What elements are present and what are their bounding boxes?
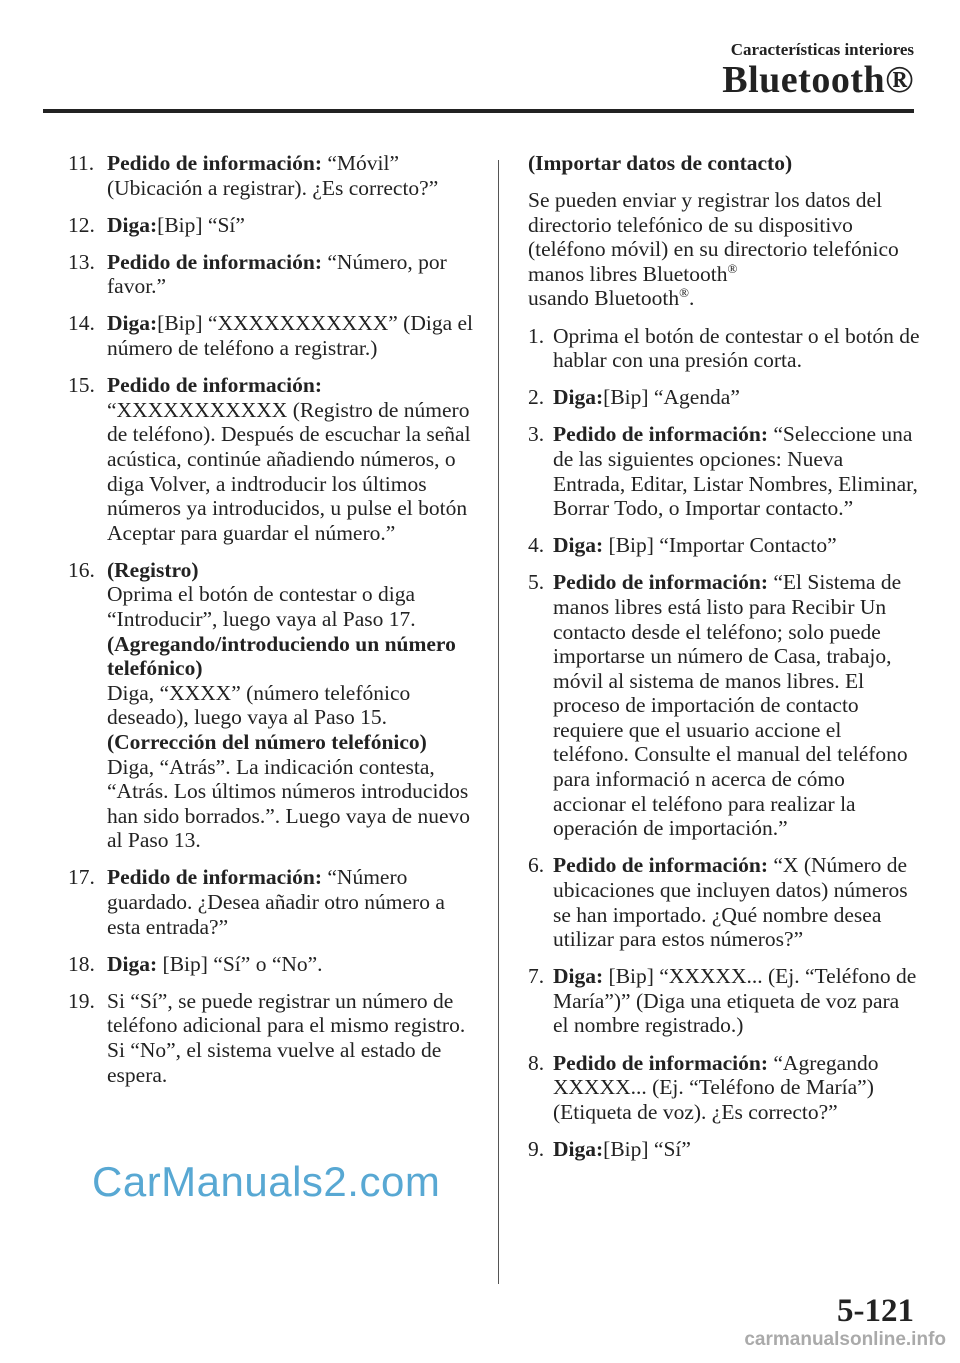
step-number: 18. xyxy=(68,951,95,976)
page-number: 5-121 xyxy=(837,1293,914,1329)
step-number: 6. xyxy=(528,853,545,878)
step-content: Oprima el botón de contestar o el botón de hablar con una presión corta. xyxy=(553,323,920,373)
right-column xyxy=(528,151,920,1174)
step-item xyxy=(528,1051,920,1125)
step-content: [Bip] “Sí” xyxy=(157,212,245,237)
step-text: Diga, “Atrás”. La indicación contesta, “Atrás. Los últimos números introducidos han sido borrados.”. Luego vaya de nuevo al Paso 13. xyxy=(107,754,471,853)
step-text xyxy=(107,250,480,299)
step-label: Pedido de información: xyxy=(553,570,768,595)
step-content: “Móvil” (Ubicación a registrar). ¿Es correcto?” xyxy=(107,151,439,200)
step-number: 7. xyxy=(528,964,545,989)
step-item xyxy=(528,570,920,841)
step-number: 13. xyxy=(68,249,95,274)
step-number: 5. xyxy=(528,570,545,595)
step-label: Diga: xyxy=(553,1136,604,1161)
step-label: Diga: xyxy=(107,951,158,976)
column-divider xyxy=(498,160,499,1284)
step-text xyxy=(107,373,480,545)
step-label: Pedido de información: xyxy=(553,1050,768,1075)
page-title: Bluetooth® xyxy=(722,59,914,101)
step-text xyxy=(553,533,920,558)
step-list xyxy=(528,324,920,1162)
step-number: 8. xyxy=(528,1050,545,1075)
step-label: Diga: xyxy=(553,964,604,989)
step-number: 14. xyxy=(68,311,95,336)
step-content: “El Sistema de manos libres está listo para Recibir Un contacto desde el teléfono; solo puede importarse un número de Casa, trabajo, móvil al sistema de manos libres. El proceso de importación de contacto requiere que el usuario accione el teléfono. Consulte el manual del teléfono para informació n acerca de cómo accionar el teléfono para realizar la operación de importación.” xyxy=(553,570,908,841)
step-content: “Número guardado. ¿Desea añadir otro número a esta entrada?” xyxy=(107,865,445,939)
step-subheading: (Registro) xyxy=(107,557,199,582)
step-text xyxy=(553,964,920,1038)
step-number: 11. xyxy=(68,151,95,175)
step-label: Pedido de información: xyxy=(107,373,322,398)
step-item xyxy=(528,964,920,1038)
step-item xyxy=(68,213,480,238)
step-content: [Bip] “XXXXXXXXXXX” (Diga el número de teléfono a registrar.) xyxy=(107,311,474,361)
step-text xyxy=(553,385,920,410)
step-list xyxy=(68,865,480,976)
step-text xyxy=(553,853,920,951)
step-item xyxy=(528,1137,920,1162)
step-number: 17. xyxy=(68,865,95,890)
step-content: [Bip] “Agenda” xyxy=(603,385,740,410)
step-content: [Bip] “Sí” o “No”. xyxy=(157,951,323,976)
step-label: Pedido de información: xyxy=(107,865,322,890)
step-content: “XXXXXXXXXXX (Registro de número de teléfono). Después de escuchar la señal acústica, continúe añadiendo números, o diga Volver, a indtroducir los últimos números ya introducidos, u pulse el botón Aceptar para guardar el número.” xyxy=(107,397,471,545)
step-item xyxy=(528,533,920,558)
intro-paragraph: Se pueden enviar y registrar los datos del directorio telefónico de su dispositivo (teléfono móvil) en su directorio telefónico manos libres Bluetooth® usando Bluetooth®. xyxy=(528,188,899,311)
step-text xyxy=(107,151,480,200)
step-number: 3. xyxy=(528,422,545,447)
step-item xyxy=(68,311,480,360)
step-text: Si “Sí”, se puede registrar un número de teléfono adicional para el mismo registro. xyxy=(107,988,466,1038)
step-text xyxy=(553,1137,920,1162)
step-text xyxy=(107,952,480,977)
step-item xyxy=(528,385,920,410)
step-content: [Bip] “XXXXX... (Ej. “Teléfono de María”)” (Diga una etiqueta de voz para el nombre registrado.) xyxy=(553,964,917,1038)
step-item xyxy=(68,250,480,299)
step-subheading: (Corrección del número telefónico) xyxy=(107,729,427,754)
step-number: 16. xyxy=(68,557,95,582)
step-item xyxy=(68,865,480,939)
step-text xyxy=(107,213,480,238)
step-item-19 xyxy=(68,989,480,1087)
step-item xyxy=(68,952,480,977)
left-column xyxy=(68,151,480,1100)
watermark-logo: CarManuals2.com xyxy=(92,1158,441,1205)
step-text: Oprima el botón de contestar o diga “Introducir”, luego vaya al Paso 17. xyxy=(107,582,416,631)
step-number: 4. xyxy=(528,533,545,558)
step-content: “Seleccione una de las siguientes opciones: Nueva Entrada, Editar, Listar Nombres, Eliminar, Borrar Todo, o Importar contacto.” xyxy=(553,422,918,521)
step-text xyxy=(107,865,480,939)
footer-url: carmanualsonline.info xyxy=(744,1329,946,1350)
step-label: Diga: xyxy=(553,533,604,558)
step-item xyxy=(528,853,920,951)
step-content: [Bip] “Sí” xyxy=(603,1136,691,1161)
step-label: Pedido de información: xyxy=(553,422,768,447)
step-text xyxy=(553,324,920,373)
step-text: Si “No”, el sistema vuelve al estado de espera. xyxy=(107,1038,442,1087)
step-list xyxy=(68,151,480,545)
step-number: 12. xyxy=(68,212,95,237)
step-label: Diga: xyxy=(107,311,158,336)
step-label: Pedido de información: xyxy=(107,249,322,274)
step-content: [Bip] “Importar Contacto” xyxy=(603,533,837,558)
step-item-16 xyxy=(68,558,480,853)
step-text: Diga, “XXXX” (número telefónico deseado), luego vaya al Paso 15. xyxy=(107,680,411,730)
step-number: 2. xyxy=(528,385,545,410)
step-item xyxy=(68,151,480,200)
step-item xyxy=(68,373,480,545)
step-text xyxy=(107,311,480,360)
step-label: Diga: xyxy=(553,385,604,410)
step-label: Diga: xyxy=(107,212,158,237)
step-label: Pedido de información: xyxy=(107,151,322,175)
step-number: 15. xyxy=(68,373,95,398)
step-text xyxy=(553,1051,920,1125)
step-content: “Agregando XXXXX... (Ej. “Teléfono de María”) (Etiqueta de voz). ¿Es correcto?” xyxy=(553,1050,879,1124)
step-text xyxy=(553,570,920,841)
step-item xyxy=(528,324,920,373)
step-subheading: (Agregando/introduciendo un número telefónico) xyxy=(107,631,456,681)
step-text xyxy=(553,422,920,520)
step-content: “Número, por favor.” xyxy=(107,249,447,299)
step-content: “X (Número de ubicaciones que incluyen datos) números se han importado. ¿Qué nombre desea utilizar para estos números?” xyxy=(553,853,908,952)
section-heading: (Importar datos de contacto) xyxy=(528,151,793,175)
step-number: 19. xyxy=(68,988,95,1013)
section-subtitle: Características interiores xyxy=(730,40,914,59)
step-item xyxy=(528,422,920,520)
step-number: 1. xyxy=(528,323,545,348)
step-number: 9. xyxy=(528,1136,545,1161)
header-rule xyxy=(43,109,914,113)
step-label: Pedido de información: xyxy=(553,853,768,878)
